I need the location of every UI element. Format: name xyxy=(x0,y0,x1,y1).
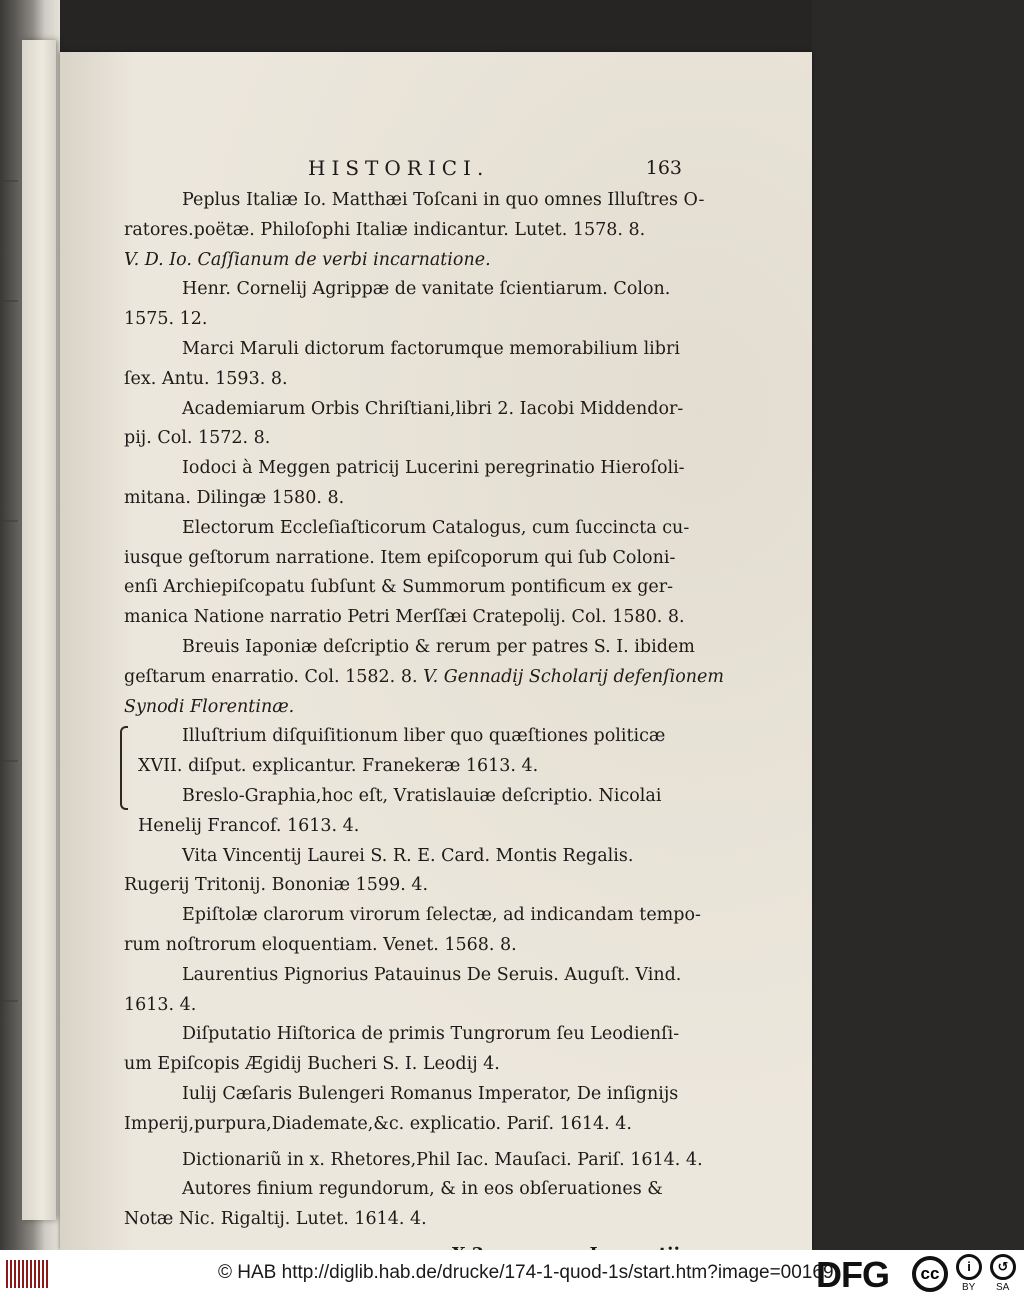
entry-line: Henr. Cornelij Agrippæ de vanitate ſcientiarum. Colon. xyxy=(182,279,671,300)
list-item xyxy=(124,335,684,395)
list-item xyxy=(124,395,684,455)
list-item xyxy=(124,1080,684,1140)
entry-line: manica Natione narratio Petri Merſſæi Cratepolij. Col. 1580. 8. xyxy=(124,607,685,628)
entry-line: mitana. Dilingæ 1580. 8. xyxy=(124,487,345,508)
list-item xyxy=(124,1146,703,1176)
entry-line: Dictionariũ in x. Rhetores,Phil Iac. Mauſaci. Pariſ. 1614. 4. xyxy=(182,1149,703,1170)
entry-italic-text: V. Gennadij Scholarij defenſionem xyxy=(423,666,724,687)
list-item xyxy=(124,1020,684,1080)
sa-icon[interactable]: ↺ xyxy=(990,1254,1016,1280)
entry-text: geſtarum enarratio. Col. 1582. 8. xyxy=(124,666,418,687)
entry-line: Breslo-Graphia,hoc eſt, Vratislauiæ deſcriptio. Nicolai xyxy=(182,785,662,806)
entry-line: Epiſtolæ clarorum virorum ſelectæ, ad indicandam tempo- xyxy=(182,905,701,926)
bleed-mark xyxy=(2,520,18,522)
bracket-numeral: XVII. xyxy=(138,756,183,777)
entry-line: 1575. 12. xyxy=(124,309,208,330)
bleed-mark xyxy=(2,180,18,182)
page-text xyxy=(124,154,724,1271)
entry-line: um Epiſcopis Ægidij Bucheri S. I. Leodij 4. xyxy=(124,1054,500,1075)
entry-line: Iulij Cæſaris Bulengeri Romanus Imperator, De inſignijs xyxy=(182,1083,679,1104)
bleed-mark xyxy=(2,1000,18,1002)
entry-line: Breuis Iaponiæ deſcriptio & rerum per patres S. I. ibidem xyxy=(182,636,695,657)
entry-line: Henelij Francof. 1613. 4. xyxy=(138,815,360,836)
entry-line: Peplus Italiæ Io. Matthæi Toſcani in quo omnes Illuſtres O- xyxy=(182,190,705,210)
list-item xyxy=(124,901,701,961)
bracket-mark xyxy=(120,726,128,810)
bleed-mark xyxy=(2,300,18,302)
page-header xyxy=(124,154,684,184)
entry-line: Rugerij Tritonij. Bononiæ 1599. 4. xyxy=(124,875,429,896)
entry-line: Academiarum Orbis Chriſtiani,libri 2. Iacobi Middendor- xyxy=(182,398,684,419)
list-item xyxy=(124,961,684,1021)
entry-line: Electorum Eccleſiaſticorum Catalogus, cum ſuccincta cu- xyxy=(182,517,690,538)
bracketed-entries xyxy=(124,722,684,841)
entry-line: Marci Maruli dictorum factorumque memorabilium libri xyxy=(182,338,680,359)
entry-line: rum noſtrorum eloquentiam. Venet. 1568. 8. xyxy=(124,934,517,955)
hab-logo-icon[interactable] xyxy=(6,1260,50,1288)
entry-line: Autores finium regundorum, & in eos obſeruationes & xyxy=(182,1179,663,1200)
dfg-logo[interactable]: DFG xyxy=(816,1254,889,1295)
list-item xyxy=(124,246,684,276)
entry-line: Vita Vincentij Laurei S. R. E. Card. Montis Regalis. xyxy=(182,845,634,866)
entry-line: Diſputatio Hiſtorica de primis Tungrorum ſeu Leodienſi- xyxy=(182,1024,680,1045)
entry-line: Laurentius Pignorius Patauinus De Seruis. Auguſt. Vind. xyxy=(182,964,682,985)
previous-pages-edge xyxy=(0,0,60,1250)
entry-line: iusque geſtorum narratione. Item epiſcoporum qui ſub Coloni- xyxy=(124,547,676,568)
entry-line: Illuſtrium diſquiſitionum liber quo quæſtiones politicæ xyxy=(182,726,666,747)
entry-text: diſput. explicantur. Franekeræ 1613. 4. xyxy=(188,756,539,777)
cc-license-icon[interactable]: cc xyxy=(912,1256,948,1292)
entry-line: Synodi Florentinæ. xyxy=(124,696,295,717)
entry-line: enſi Archiepiſcopatu ſubſunt & Summorum pontificum ex ger- xyxy=(124,577,674,598)
entry-line: Iodoci à Meggen patricij Lucerini peregrinatio Hieroſoli- xyxy=(182,458,685,479)
list-item xyxy=(124,514,690,633)
list-item xyxy=(124,633,724,722)
footer-bar xyxy=(0,1250,1024,1298)
entry-line xyxy=(124,752,684,782)
entry-line: 1613. 4. xyxy=(124,994,197,1015)
sa-label: SA xyxy=(996,1282,1010,1293)
list-item xyxy=(124,275,684,335)
list-item xyxy=(124,454,684,514)
bleed-mark xyxy=(2,760,18,762)
list-item xyxy=(124,842,684,902)
list-item xyxy=(124,186,705,246)
entry-line: ratores.poëtæ. Philoſophi Italiæ indicantur. Lutet. 1578. 8. xyxy=(124,219,646,240)
running-title: HISTORICI. xyxy=(308,156,490,180)
page-stack xyxy=(22,40,56,1220)
by-icon[interactable]: i xyxy=(956,1254,982,1280)
by-label: BY xyxy=(962,1282,976,1293)
page-number: 163 xyxy=(645,157,682,179)
entry-line: Notæ Nic. Rigaltij. Lutet. 1614. 4. xyxy=(124,1209,427,1230)
scanner-background xyxy=(812,0,1024,1250)
entry-line: Imperij,purpura,Diademate,&c. explicatio. Pariſ. 1614. 4. xyxy=(124,1113,632,1134)
entry-line xyxy=(124,663,724,693)
list-item xyxy=(124,1175,684,1235)
entry-line: ſex. Antu. 1593. 8. xyxy=(124,368,288,389)
entry-line: V. D. Io. Caſſianum de verbi incarnatione. xyxy=(124,249,491,270)
entry-line: pij. Col. 1572. 8. xyxy=(124,428,271,449)
source-citation-link[interactable]: © HAB http://diglib.hab.de/drucke/174-1-quod-1s/start.htm?image=00169 xyxy=(218,1262,834,1283)
